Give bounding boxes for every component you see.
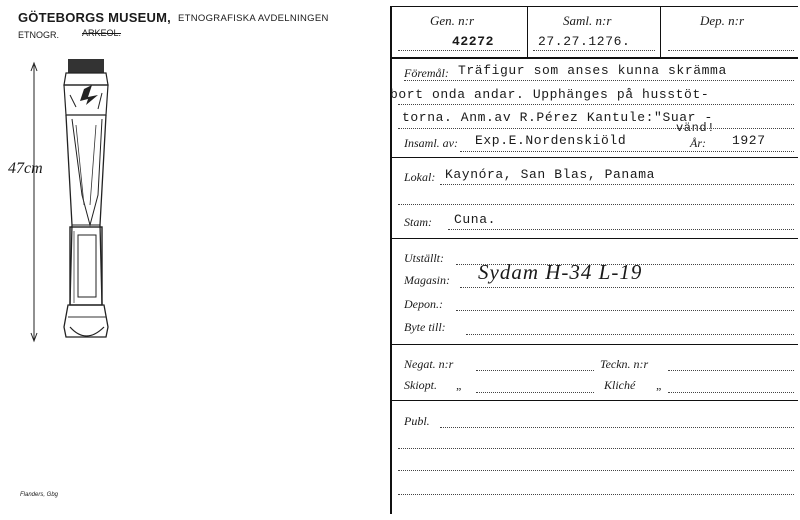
section-rule-1 <box>390 157 798 158</box>
gen-value: 42272 <box>452 34 495 49</box>
section-rule-4 <box>390 400 798 401</box>
insaml-dots <box>460 151 794 152</box>
saml-label: Saml. n:r <box>563 13 612 28</box>
kliche-ditto: „ <box>656 378 663 392</box>
form-left-border <box>390 6 392 514</box>
dep-label: Dep. n:r <box>700 13 745 28</box>
top-row-bottom <box>390 57 798 59</box>
foremal-dots-2 <box>398 104 794 105</box>
lokal-value: Kaynóra, San Blas, Panama <box>445 167 656 182</box>
section-rule-2 <box>390 238 798 239</box>
foremal-dots-3 <box>398 128 794 129</box>
department-name: ETNOGRAFISKA AVDELNINGEN <box>178 13 329 24</box>
printer-mark: Flanders, Gbg <box>20 492 59 498</box>
foremal-dots-1 <box>404 80 794 81</box>
utstallt-label: Utställt: <box>404 251 445 265</box>
publ-dots-3 <box>398 470 794 471</box>
foremal-line-1: Träfigur som anses kunna skrämma <box>458 63 727 78</box>
kliche-label: Kliché <box>604 378 636 392</box>
arkeol-label-struck: ARKEOL. <box>82 28 122 38</box>
etnogr-label: ETNOGR. <box>18 30 60 40</box>
form-top-border <box>390 6 798 7</box>
byte-label: Byte till: <box>404 320 446 334</box>
ar-value: 1927 <box>732 133 766 148</box>
teckn-label: Teckn. n:r <box>600 357 649 371</box>
foremal-line-3: torna. Anm.av R.Pérez Kantule:"Suar - <box>402 110 713 125</box>
col-divider-1 <box>527 6 528 57</box>
teckn-dots <box>668 370 794 371</box>
negat-dots <box>476 370 594 371</box>
magasin-label: Magasin: <box>404 273 450 287</box>
negat-label: Negat. n:r <box>404 357 454 371</box>
lokal-dots <box>440 184 794 185</box>
dep-dots <box>668 50 794 51</box>
section-rule-3 <box>390 344 798 345</box>
publ-dots-2 <box>398 448 794 449</box>
byte-dots <box>466 334 794 335</box>
publ-dots-4 <box>398 494 794 495</box>
publ-label: Publ. <box>404 414 430 428</box>
stam-label: Stam: <box>404 215 432 229</box>
stam-dots <box>448 229 794 230</box>
depon-dots <box>456 310 794 311</box>
skiopt-label: Skiopt. <box>404 378 437 392</box>
magasin-dots <box>460 287 794 288</box>
lokal-label: Lokal: <box>404 170 436 184</box>
col-divider-2 <box>660 6 661 57</box>
measurement-label: 47cm <box>8 160 43 177</box>
figure-sketch <box>10 55 130 365</box>
foremal-line-3-extra: vänd! <box>676 121 716 135</box>
skiopt-dots <box>476 392 594 393</box>
insaml-label: Insaml. av: <box>404 136 458 150</box>
saml-value: 27.27.1276. <box>538 34 631 49</box>
skiopt-ditto: „ <box>456 378 463 392</box>
stam-value: Cuna. <box>454 212 497 227</box>
kliche-dots <box>668 392 794 393</box>
insaml-value: Exp.E.Nordenskiöld <box>475 133 627 148</box>
museum-name: GÖTEBORGS MUSEUM, <box>18 10 171 25</box>
lokal-dots-2 <box>398 204 794 205</box>
publ-dots-1 <box>440 427 794 428</box>
magasin-value-handwritten: Sydam H-34 L-19 <box>478 260 643 284</box>
gen-label: Gen. n:r <box>430 13 475 28</box>
gen-dots <box>398 50 520 51</box>
depon-label: Depon.: <box>404 297 443 311</box>
saml-dots <box>533 50 655 51</box>
foremal-line-2: bort onda andar. Upphänges på husstöt- <box>390 87 710 102</box>
ar-label: År: <box>690 136 706 150</box>
foremal-label: Föremål: <box>404 66 449 80</box>
